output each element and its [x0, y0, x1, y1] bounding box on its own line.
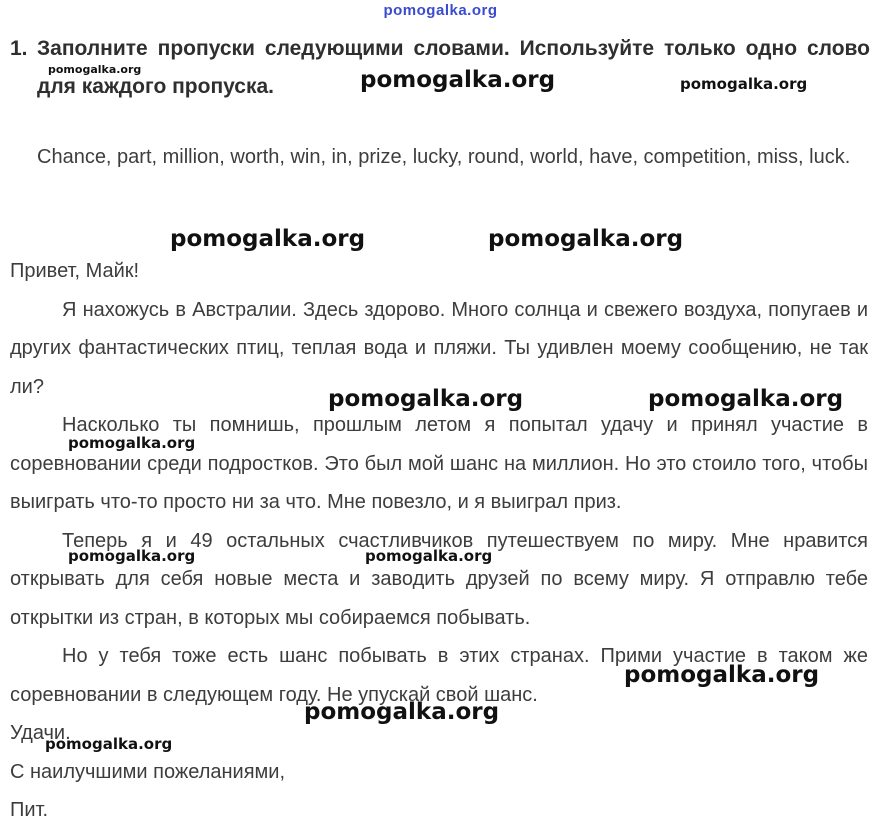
watermark: pomogalka.org [680, 75, 808, 93]
letter-signature: Пит. [10, 799, 49, 821]
letter-greeting: Привет, Майк! [10, 260, 140, 282]
watermark: pomogalka.org [45, 735, 173, 753]
watermark: pomogalka.org [68, 547, 196, 565]
letter-paragraph: Но у тебя тоже есть шанс побывать в этих странах. Прими участие в таком же соревновании в следующем году. Не упускай свой шанс. [10, 645, 868, 706]
watermark: pomogalka.org [360, 67, 556, 93]
letter-closing: Удачи. [10, 722, 71, 744]
letter-closing: С наилучшими пожеланиями, [10, 760, 286, 783]
watermark: pomogalka.org [48, 63, 142, 76]
word-bank: Chance, part, million, worth, win, in, prize, lucky, round, world, have, competition, miss, luck. [37, 146, 851, 168]
watermark: pomogalka.org [488, 226, 684, 252]
watermark: pomogalka.org [304, 699, 500, 725]
watermark: pomogalka.org [365, 547, 493, 565]
watermark: pomogalka.org [68, 434, 196, 452]
task-number: 1. [10, 37, 28, 60]
watermark: pomogalka.org [170, 226, 366, 252]
watermark: pomogalka.org [648, 386, 844, 412]
letter-paragraph: Насколько ты помнишь, прошлым летом я попытал удачу и принял участие в соревновании среди подростков. Это был мой шанс на миллион. Но это стоило того, чтобы выиграть что-то просто ни за что. Мне повезло, и я выиграл приз. [10, 414, 868, 513]
task-instruction: Заполните пропуски следующими словами. Используйте только одно слово для каждого пропуска. [37, 37, 870, 98]
header-watermark: pomogalka.org [383, 2, 498, 19]
watermark: pomogalka.org [328, 386, 524, 412]
watermark: pomogalka.org [624, 662, 820, 688]
letter-paragraph: Я нахожусь в Австралии. Здесь здорово. Много солнца и свежего воздуха, попугаев и других фантастических птиц, теплая вода и пляжи. Ты удивлен моему сообщению, не так ли? [10, 298, 868, 398]
letter-paragraph: Теперь я и 49 остальных счастливчиков путешествуем по миру. Мне нравится открывать для себя новые места и заводить друзей по всему миру. Я отправлю тебе открытки из стран, в которых мы собираемся побывать. [10, 529, 868, 629]
